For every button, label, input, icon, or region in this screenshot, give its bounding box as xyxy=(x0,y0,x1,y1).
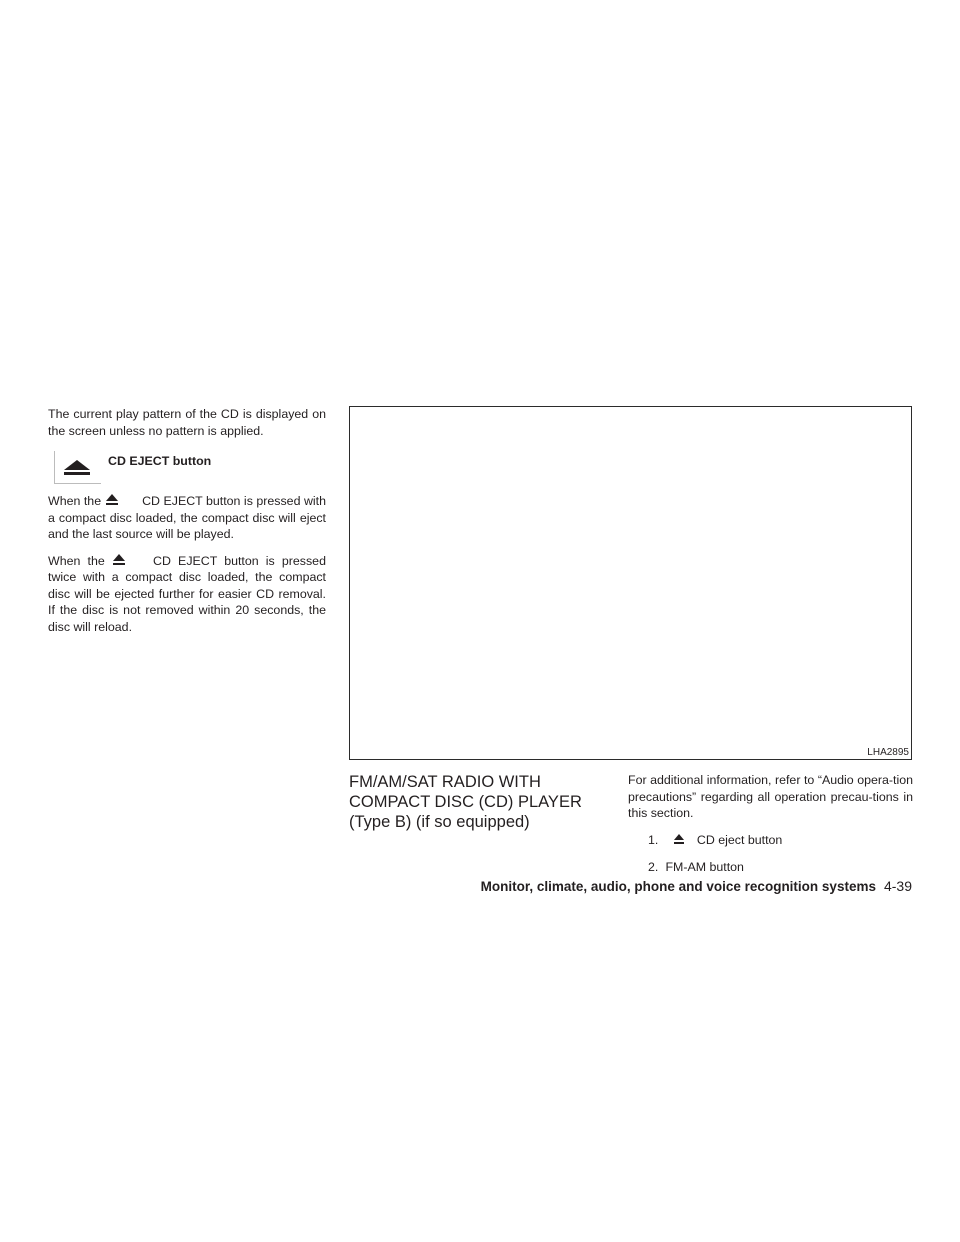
eject-once-text: CD EJECT button is pressed with a compact disc loaded, the compact disc will eject and the last source will be played. xyxy=(48,494,326,541)
eject-once-paragraph xyxy=(48,493,326,543)
list-item-label: FM-AM button xyxy=(665,860,744,874)
button-list xyxy=(628,832,913,876)
eject-twice-paragraph xyxy=(48,553,326,636)
footer-chapter-title: Monitor, climate, audio, phone and voice recognition systems xyxy=(480,879,876,894)
figure-placeholder xyxy=(349,406,912,760)
eject-icon xyxy=(105,494,139,506)
list-item-number: 1. xyxy=(648,832,659,847)
eject-twice-lead: When the xyxy=(48,553,105,568)
cd-eject-subheading: CD EJECT button xyxy=(108,454,212,468)
eject-icon xyxy=(60,459,94,477)
figure-label: LHA2895 xyxy=(867,747,909,758)
eject-once-lead: When the xyxy=(48,494,102,508)
list-item xyxy=(628,859,913,876)
additional-info-paragraph: For additional information, refer to “Audio opera-tion precautions” regarding all operation precau-tions in this section. xyxy=(628,773,913,820)
list-item xyxy=(628,832,913,850)
cd-eject-subheading-block xyxy=(48,449,326,493)
list-item-number: 2. xyxy=(648,860,659,874)
page-footer xyxy=(440,878,912,894)
right-column xyxy=(628,772,913,886)
eject-twice-text: CD EJECT button is pressed twice with a compact disc loaded, the compact disc will be ejected further for easier CD removal. If the disc is not removed within 20 seconds, the disc will reload. xyxy=(48,553,326,634)
left-column xyxy=(48,406,326,645)
play-pattern-paragraph: The current play pattern of the CD is displayed on the screen unless no pattern is applied. xyxy=(48,407,326,438)
eject-icon xyxy=(665,833,693,850)
section-heading: FM/AM/SAT RADIO WITH COMPACT DISC (CD) PLAYER (Type B) (if so equipped) xyxy=(349,773,582,831)
eject-icon xyxy=(112,554,146,566)
list-item-label: CD eject button xyxy=(696,832,783,847)
page-number: 4-39 xyxy=(883,878,912,894)
